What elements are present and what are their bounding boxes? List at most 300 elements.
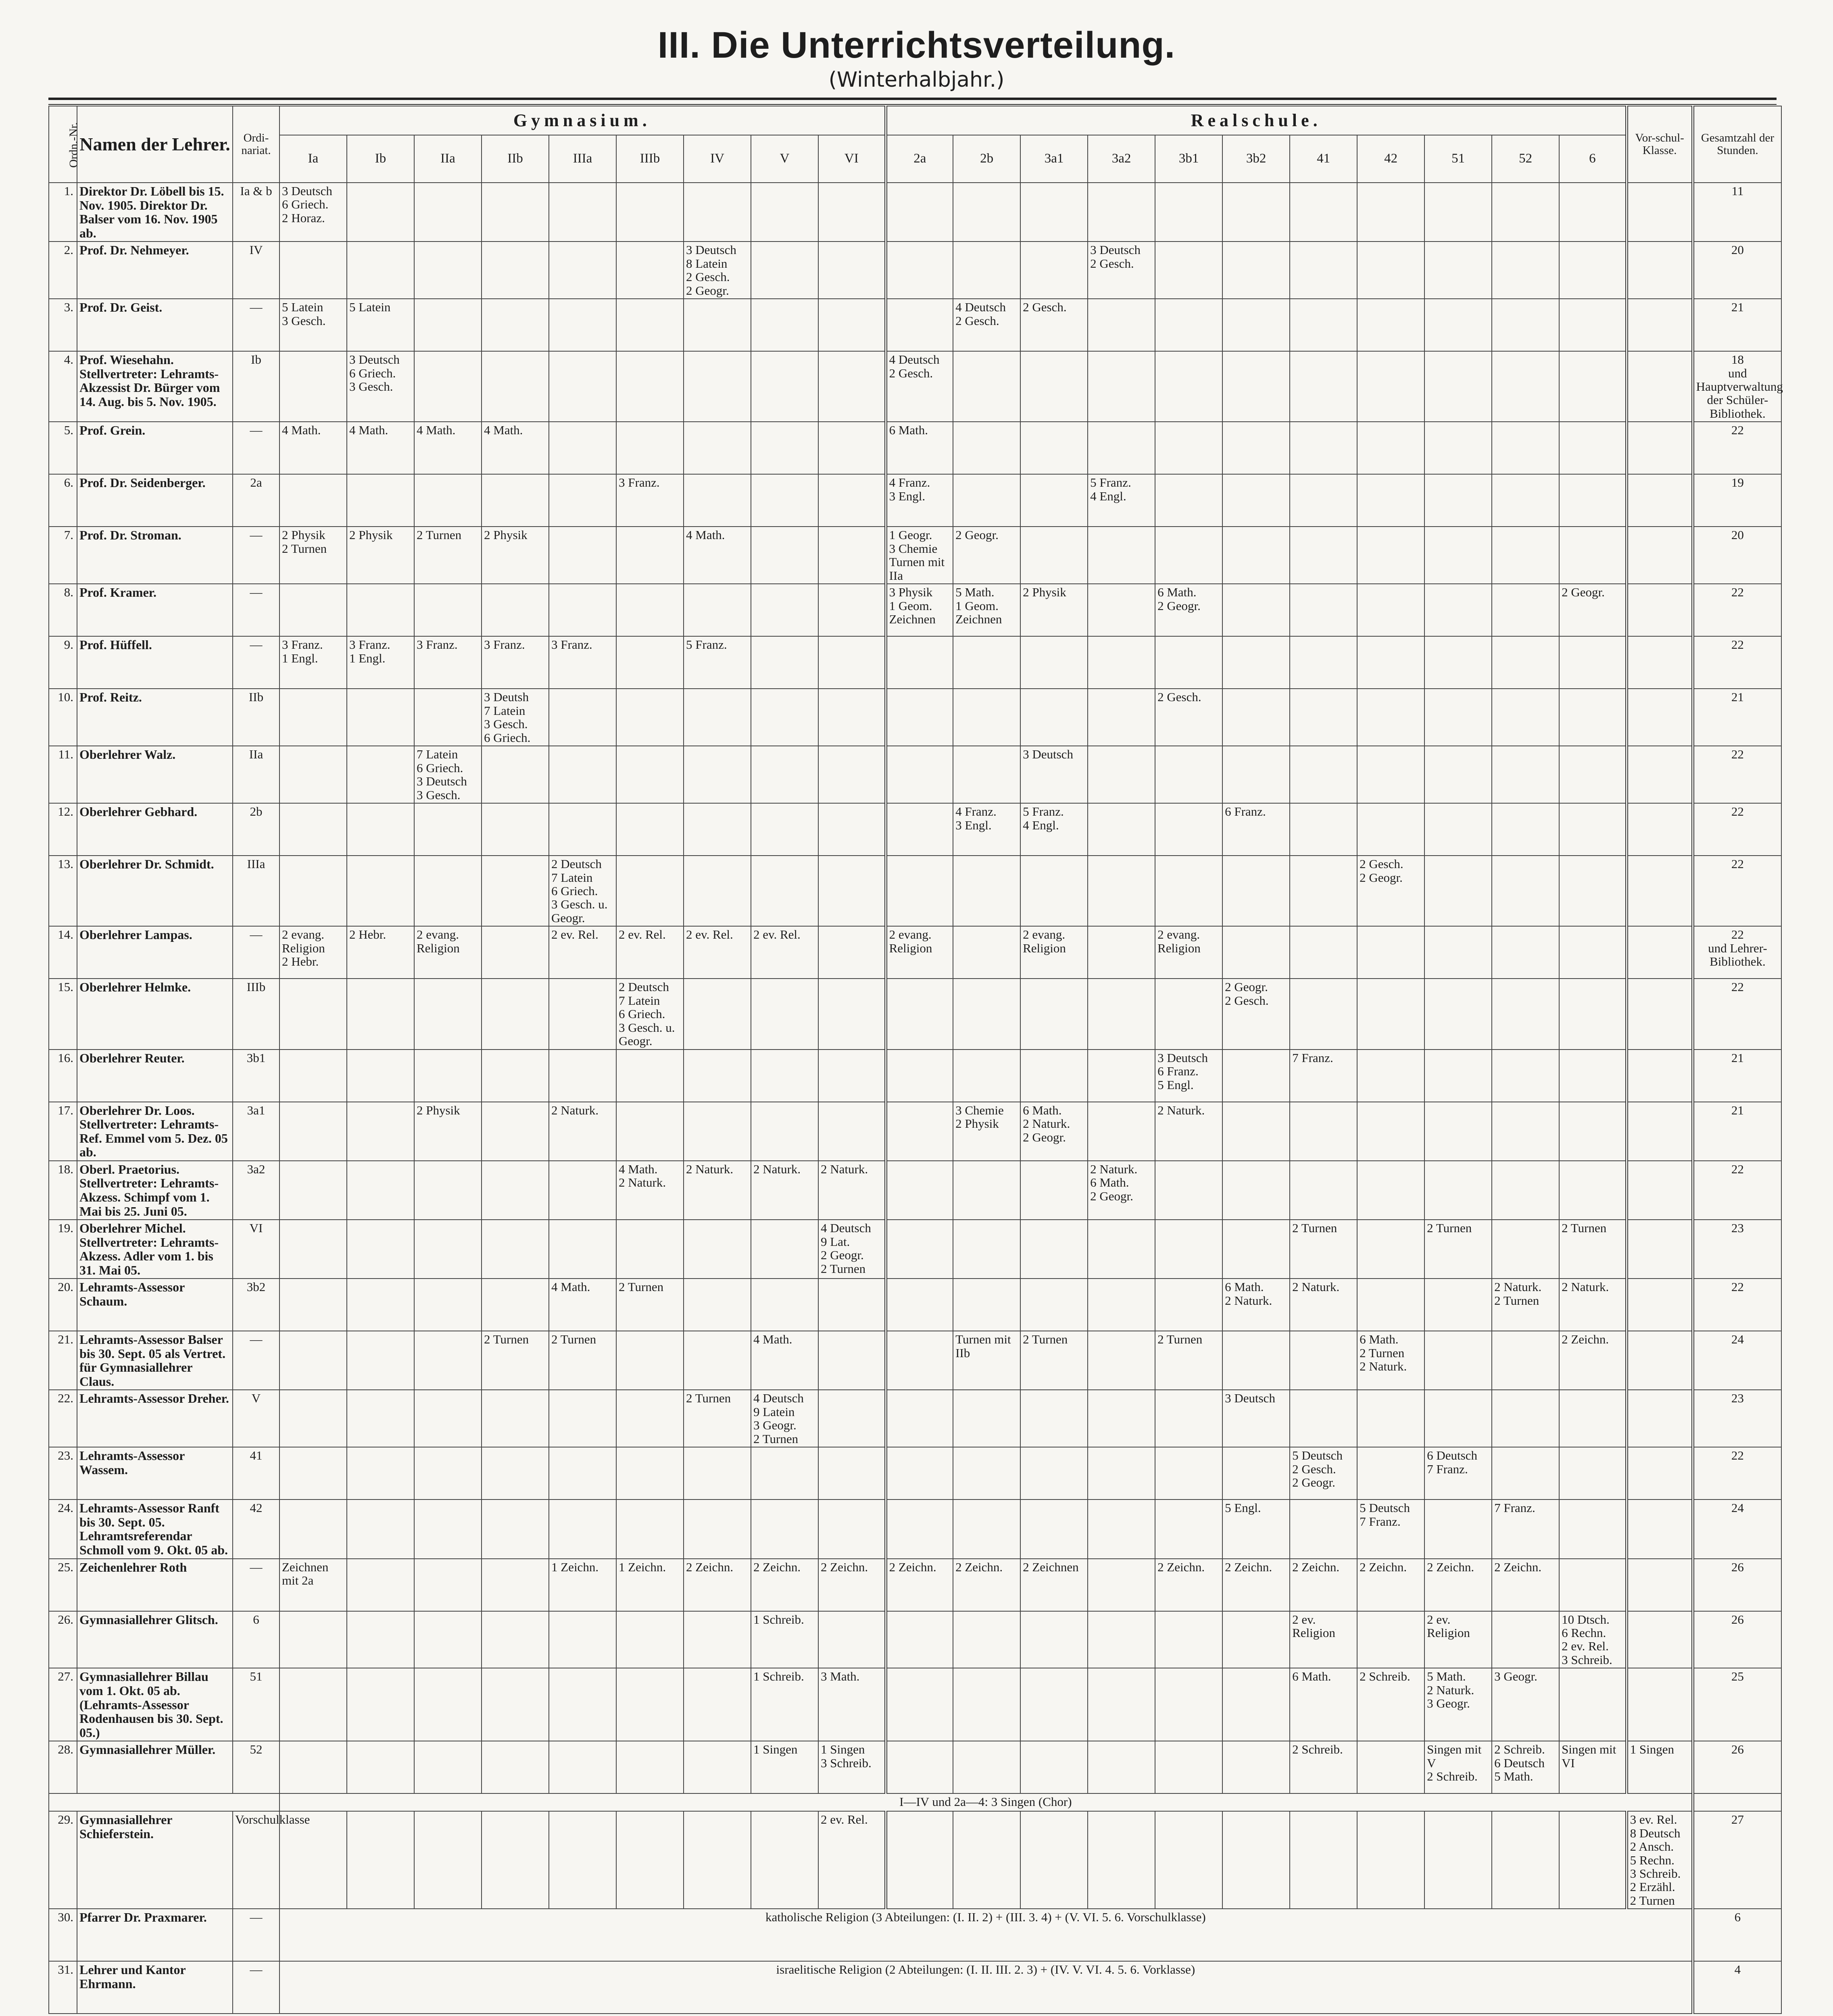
teacher-name: Prof. Hüffell.	[77, 636, 233, 689]
subject-cell	[1357, 979, 1424, 1049]
subject-cell	[279, 474, 347, 527]
subject-cell	[953, 1390, 1020, 1447]
subject-cell	[482, 746, 549, 803]
subject-cell	[1559, 527, 1627, 584]
subject-cell	[1290, 746, 1357, 803]
subject-cell	[1155, 527, 1222, 584]
subject-cell	[1627, 636, 1693, 689]
subject-cell	[1290, 1331, 1357, 1390]
subject-cell	[1492, 1220, 1559, 1279]
table-row	[49, 422, 1781, 474]
subject-cell	[684, 1741, 751, 1793]
subject-cell	[549, 746, 616, 803]
table-row	[49, 1102, 1781, 1161]
total-hours: 22	[1693, 979, 1781, 1049]
subject-cell: 2 evang. Religion	[1020, 926, 1088, 979]
subject-cell	[549, 1447, 616, 1500]
subject-cell	[684, 1500, 751, 1558]
subject-cell	[1424, 584, 1492, 636]
subject-cell	[279, 1279, 347, 1331]
subject-cell: 2 Turnen	[684, 1390, 751, 1447]
subject-cell	[1088, 584, 1155, 636]
total-hours: 22	[1693, 1279, 1781, 1331]
teacher-name: Oberlehrer Gebhard.	[77, 803, 233, 856]
total-hours: 22	[1693, 636, 1781, 689]
ordinariat-cell: Vorschulklasse	[233, 1811, 279, 1909]
subject-cell	[414, 1741, 482, 1793]
subject-cell	[347, 856, 414, 926]
subject-cell: 2 Gesch. 2 Geogr.	[1357, 856, 1424, 926]
total-hours: 27	[1693, 1811, 1781, 1909]
subject-cell	[1492, 1050, 1559, 1102]
subject-cell	[751, 636, 818, 689]
subject-cell	[818, 1447, 886, 1500]
subject-cell: 3 ev. Rel. 8 Deutsch 2 Ansch. 5 Rechn. 3 Schreib. 2 Erzähl. 2 Turnen	[1627, 1811, 1693, 1909]
subject-cell: 5 Math. 2 Naturk. 3 Geogr.	[1424, 1668, 1492, 1741]
subject-cell	[1424, 856, 1492, 926]
subject-cell	[616, 1741, 684, 1793]
ordinariat-cell: 2b	[233, 803, 279, 856]
total-hours: 24	[1693, 1500, 1781, 1558]
subject-cell	[1627, 422, 1693, 474]
subject-cell	[616, 527, 684, 584]
subject-cell	[1222, 1102, 1290, 1161]
teacher-name: Lehramts-Assessor Balser bis 30. Sept. 05 als Vertret. für Gymnasiallehrer Claus.	[77, 1331, 233, 1390]
row-number: 31.	[49, 1961, 77, 2014]
teacher-name: Lehramts-Assessor Schaum.	[77, 1279, 233, 1331]
subject-cell: 6 Math. 2 Turnen 2 Naturk.	[1357, 1331, 1424, 1390]
subject-cell: 2 Physik	[1020, 584, 1088, 636]
ordinariat-cell: Ib	[233, 351, 279, 422]
subject-cell	[684, 1102, 751, 1161]
subject-cell	[549, 1390, 616, 1447]
subject-cell	[1424, 422, 1492, 474]
table-row	[49, 1161, 1781, 1220]
total-hours: 23	[1693, 1390, 1781, 1447]
subject-cell	[1627, 979, 1693, 1049]
subject-cell	[414, 299, 482, 351]
subject-cell	[953, 242, 1020, 299]
teacher-name: Oberlehrer Michel. Stellvertreter: Lehramts-Akzess. Adler vom 1. bis 31. Mai 05.	[77, 1220, 233, 1279]
ordinariat-cell: V	[233, 1390, 279, 1447]
subject-cell: 3 Franz. 1 Engl.	[279, 636, 347, 689]
subject-cell	[751, 1500, 818, 1558]
subject-cell	[1020, 1161, 1088, 1220]
teacher-name: Direktor Dr. Löbell bis 15. Nov. 1905. Direktor Dr. Balser vom 16. Nov. 1905 ab.	[77, 183, 233, 242]
subject-cell	[1088, 1611, 1155, 1668]
subject-cell: 6 Franz.	[1222, 803, 1290, 856]
subject-cell: 2 Zeichn.	[1492, 1559, 1559, 1611]
subject-cell: 2 Naturk.	[751, 1161, 818, 1220]
subject-cell: 1 Singen	[751, 1741, 818, 1793]
subject-cell	[279, 1161, 347, 1220]
subject-cell	[818, 926, 886, 979]
subject-cell: 3 Deutsch 6 Griech. 3 Gesch.	[347, 351, 414, 422]
subject-cell: 2 evang. Religion 2 Hebr.	[279, 926, 347, 979]
subject-cell	[953, 422, 1020, 474]
subject-cell	[1424, 527, 1492, 584]
subject-cell	[414, 584, 482, 636]
subject-cell	[818, 299, 886, 351]
table-row	[49, 1811, 1781, 1909]
row-number: 29.	[49, 1811, 77, 1909]
subject-cell	[482, 1161, 549, 1220]
subject-cell	[1559, 183, 1627, 242]
subject-cell: 2 Zeichn.	[684, 1559, 751, 1611]
subject-cell: 5 Latein 3 Gesch.	[279, 299, 347, 351]
table-row	[49, 746, 1781, 803]
subject-cell	[1492, 1447, 1559, 1500]
subject-cell	[1424, 636, 1492, 689]
subject-cell	[549, 527, 616, 584]
subject-cell	[1357, 527, 1424, 584]
subject-cell	[1357, 926, 1424, 979]
subject-cell	[684, 803, 751, 856]
subject-cell	[414, 1668, 482, 1741]
table-row	[49, 926, 1781, 979]
col-header-gym-class: VI	[818, 135, 886, 183]
subject-cell: 1 Schreib.	[751, 1668, 818, 1741]
subject-cell	[886, 1390, 953, 1447]
table-row	[49, 183, 1781, 242]
subject-cell	[279, 1331, 347, 1390]
subject-cell	[1424, 689, 1492, 746]
subject-cell: 4 Math. 2 Naturk.	[616, 1161, 684, 1220]
subject-cell	[1357, 636, 1424, 689]
subject-cell	[684, 1611, 751, 1668]
row-number: 25.	[49, 1559, 77, 1611]
subject-cell	[1627, 242, 1693, 299]
subject-cell	[1155, 422, 1222, 474]
col-header-gym-class: IIb	[482, 135, 549, 183]
subject-cell	[1627, 1279, 1693, 1331]
total-hours: 26	[1693, 1741, 1781, 1793]
subject-cell	[347, 1447, 414, 1500]
header-rule	[48, 98, 1777, 105]
subject-cell	[482, 856, 549, 926]
subject-cell: 6 Math. 2 Naturk.	[1222, 1279, 1290, 1331]
subject-cell	[1492, 1811, 1559, 1909]
row-number: 7.	[49, 527, 77, 584]
subject-cell	[1290, 636, 1357, 689]
subject-cell	[818, 636, 886, 689]
subject-cell	[1155, 1811, 1222, 1909]
subject-cell	[1492, 979, 1559, 1049]
subject-cell	[347, 1559, 414, 1611]
subject-cell: 4 Franz. 3 Engl.	[953, 803, 1020, 856]
subject-cell	[1290, 527, 1357, 584]
section-gymnasium: Gymnasium.	[279, 106, 886, 135]
subject-cell	[751, 527, 818, 584]
subject-cell	[1290, 584, 1357, 636]
subject-cell	[482, 803, 549, 856]
subject-cell	[886, 689, 953, 746]
subject-cell	[684, 584, 751, 636]
subject-cell	[1357, 422, 1424, 474]
row-number: 13.	[49, 856, 77, 926]
subject-cell	[482, 1102, 549, 1161]
subject-cell	[1222, 422, 1290, 474]
subject-cell: 1 Singen	[1627, 1741, 1693, 1793]
subject-cell	[1492, 803, 1559, 856]
subject-cell	[1222, 1811, 1290, 1909]
subject-cell	[1222, 183, 1290, 242]
subject-cell	[414, 1220, 482, 1279]
subject-cell	[414, 1447, 482, 1500]
subject-cell: 3 Deutsch 8 Latein 2 Gesch. 2 Geogr.	[684, 242, 751, 299]
subject-cell	[1155, 183, 1222, 242]
subject-cell	[347, 1611, 414, 1668]
subject-cell: 2 Schreib. 6 Deutsch 5 Math.	[1492, 1741, 1559, 1793]
subject-cell	[1627, 1331, 1693, 1390]
subject-cell	[1559, 689, 1627, 746]
subject-cell	[482, 1668, 549, 1741]
ordinariat-cell: —	[233, 584, 279, 636]
subject-cell	[616, 584, 684, 636]
subject-cell	[1424, 803, 1492, 856]
teacher-name: Prof. Kramer.	[77, 584, 233, 636]
subject-cell	[1155, 1611, 1222, 1668]
subject-cell	[1020, 183, 1088, 242]
subject-cell	[616, 856, 684, 926]
subject-cell	[1627, 1102, 1693, 1161]
subject-cell	[1559, 242, 1627, 299]
subject-cell	[616, 1331, 684, 1390]
subject-cell	[886, 1220, 953, 1279]
subject-cell	[1424, 1279, 1492, 1331]
teacher-name: Zeichenlehrer Roth	[77, 1559, 233, 1611]
subject-cell	[1222, 1331, 1290, 1390]
subject-cell	[684, 422, 751, 474]
ordinariat-cell: 3b2	[233, 1279, 279, 1331]
total-hours: 25	[1693, 1668, 1781, 1741]
subject-cell	[414, 1390, 482, 1447]
teacher-name: Prof. Grein.	[77, 422, 233, 474]
total-hours: 22	[1693, 803, 1781, 856]
subject-cell	[1155, 351, 1222, 422]
ordinariat-cell: 3a2	[233, 1161, 279, 1220]
subject-cell	[1088, 1102, 1155, 1161]
subject-cell	[751, 1102, 818, 1161]
subject-cell	[684, 1811, 751, 1909]
subject-cell	[1020, 636, 1088, 689]
col-header-real-class: 41	[1290, 135, 1357, 183]
subject-cell	[818, 856, 886, 926]
col-header-gym-class: IIIb	[616, 135, 684, 183]
subject-cell	[549, 1050, 616, 1102]
subject-cell	[482, 979, 549, 1049]
subject-cell	[1020, 1220, 1088, 1279]
subject-cell	[1088, 636, 1155, 689]
subject-cell: 2 Physik	[414, 1102, 482, 1161]
subject-cell	[482, 1811, 549, 1909]
subject-cell	[549, 474, 616, 527]
subject-cell	[684, 979, 751, 1049]
total-hours: 20	[1693, 527, 1781, 584]
subject-cell	[347, 1279, 414, 1331]
subject-cell	[616, 1611, 684, 1668]
total-hours: 22	[1693, 1161, 1781, 1220]
subject-cell	[616, 1811, 684, 1909]
subject-cell	[414, 1811, 482, 1909]
subject-cell: 2 Zeichn.	[1155, 1559, 1222, 1611]
total-hours: 21	[1693, 1102, 1781, 1161]
subject-cell	[279, 1500, 347, 1558]
subject-cell: 3 Chemie 2 Physik	[953, 1102, 1020, 1161]
ordinariat-cell: 3a1	[233, 1102, 279, 1161]
subject-cell: 2 ev. Rel.	[684, 926, 751, 979]
subject-cell	[1492, 856, 1559, 926]
row-number: 5.	[49, 422, 77, 474]
subject-cell	[751, 1811, 818, 1909]
subject-cell: 2 Geogr. 2 Gesch.	[1222, 979, 1290, 1049]
subject-cell	[347, 803, 414, 856]
subject-cell	[1492, 183, 1559, 242]
subject-cell	[886, 1741, 953, 1793]
table-row	[49, 1500, 1781, 1558]
table-row	[49, 689, 1781, 746]
subject-cell	[751, 1279, 818, 1331]
subject-cell	[1155, 979, 1222, 1049]
subject-cell	[1559, 474, 1627, 527]
subject-cell: 6 Math.	[886, 422, 953, 474]
subject-cell	[1020, 1668, 1088, 1741]
subject-cell	[1088, 689, 1155, 746]
note-spacer	[1693, 1793, 1781, 1811]
total-hours: 26	[1693, 1611, 1781, 1668]
ordinariat-cell: —	[233, 1961, 279, 2014]
subject-cell	[1088, 351, 1155, 422]
subject-cell	[279, 803, 347, 856]
subject-cell: 2 evang. Religion	[1155, 926, 1222, 979]
subject-cell: 3 Math.	[818, 1668, 886, 1741]
subject-cell	[1357, 1611, 1424, 1668]
ordinariat-cell: 6	[233, 1611, 279, 1668]
subject-cell	[1424, 242, 1492, 299]
subject-cell	[1559, 926, 1627, 979]
subject-cell	[818, 351, 886, 422]
subject-cell	[1627, 1668, 1693, 1741]
subject-cell	[1155, 1279, 1222, 1331]
subject-cell	[549, 1500, 616, 1558]
col-header-real-class: 2b	[953, 135, 1020, 183]
subject-cell	[818, 1500, 886, 1558]
subject-cell: 4 Math.	[549, 1279, 616, 1331]
subject-cell	[1492, 584, 1559, 636]
teacher-name: Gymnasiallehrer Billau vom 1. Okt. 05 ab. (Lehramts-Assessor Rodenhausen bis 30. Sept. 05.)	[77, 1668, 233, 1741]
subject-cell	[953, 746, 1020, 803]
subject-cell	[1290, 803, 1357, 856]
subject-cell	[818, 803, 886, 856]
subject-cell: Singen mit VI	[1559, 1741, 1627, 1793]
subject-cell	[818, 1390, 886, 1447]
subject-cell	[684, 1447, 751, 1500]
subject-cell	[549, 299, 616, 351]
teacher-name: Lehramts-Assessor Dreher.	[77, 1390, 233, 1447]
subject-cell	[684, 856, 751, 926]
subject-cell	[549, 1668, 616, 1741]
ordinariat-cell: —	[233, 1331, 279, 1390]
subject-cell	[1424, 1161, 1492, 1220]
subject-cell	[616, 1050, 684, 1102]
ordinariat-cell: 3b1	[233, 1050, 279, 1102]
subject-cell	[886, 1050, 953, 1102]
subject-cell	[1020, 1611, 1088, 1668]
subject-cell	[1290, 351, 1357, 422]
subject-cell: 5 Deutsch 7 Franz.	[1357, 1500, 1424, 1558]
subject-cell: 3 Franz. 1 Engl.	[347, 636, 414, 689]
subject-cell	[818, 183, 886, 242]
ordinariat-cell: 41	[233, 1447, 279, 1500]
subject-cell	[1155, 803, 1222, 856]
subject-cell	[1020, 422, 1088, 474]
subject-cell	[953, 183, 1020, 242]
subject-cell	[347, 979, 414, 1049]
subject-cell	[482, 1220, 549, 1279]
subject-cell	[1290, 1161, 1357, 1220]
subject-cell	[1492, 1331, 1559, 1390]
ordinariat-cell: —	[233, 299, 279, 351]
subject-cell: 1 Zeichn.	[549, 1559, 616, 1611]
subject-cell	[616, 746, 684, 803]
subject-cell	[414, 1161, 482, 1220]
subject-cell	[616, 1220, 684, 1279]
subject-cell	[1357, 1811, 1424, 1909]
col-header-gym-class: Ia	[279, 135, 347, 183]
subject-cell	[1627, 474, 1693, 527]
table-row	[49, 1331, 1781, 1390]
subject-cell: 3 Franz.	[482, 636, 549, 689]
subject-cell	[1290, 474, 1357, 527]
subject-cell: 2 Deutsch 7 Latein 6 Griech. 3 Gesch. u. Geogr.	[549, 856, 616, 926]
subject-cell: 2 Naturk.	[1559, 1279, 1627, 1331]
subject-cell	[684, 1331, 751, 1390]
subject-cell	[1088, 1500, 1155, 1558]
subject-cell	[1290, 1102, 1357, 1161]
col-header-real-class: 2a	[886, 135, 953, 183]
subject-cell	[886, 1611, 953, 1668]
teacher-name: Oberlehrer Helmke.	[77, 979, 233, 1049]
subject-cell	[1290, 1500, 1357, 1558]
ordinariat-cell: —	[233, 422, 279, 474]
subject-cell	[684, 299, 751, 351]
col-header-names: Namen der Lehrer.	[77, 106, 233, 183]
subject-cell	[616, 1500, 684, 1558]
col-header-gym-class: IIIa	[549, 135, 616, 183]
subject-cell	[1627, 689, 1693, 746]
subject-cell	[818, 979, 886, 1049]
total-hours: 19	[1693, 474, 1781, 527]
subject-cell: 2 ev. Rel.	[616, 926, 684, 979]
subject-cell	[1357, 474, 1424, 527]
total-hours: 24	[1693, 1331, 1781, 1390]
subject-cell	[886, 979, 953, 1049]
subject-cell	[751, 351, 818, 422]
subject-cell	[482, 242, 549, 299]
subject-cell	[1222, 746, 1290, 803]
table-row	[49, 474, 1781, 527]
subject-cell	[1627, 926, 1693, 979]
subject-cell: 2 Turnen	[414, 527, 482, 584]
subject-cell: 2 Naturk.	[1290, 1279, 1357, 1331]
subject-cell: 1 Schreib.	[751, 1611, 818, 1668]
subject-cell	[886, 183, 953, 242]
subject-cell	[1290, 299, 1357, 351]
total-hours: 22	[1693, 422, 1781, 474]
subject-cell: 2 Physik 2 Turnen	[279, 527, 347, 584]
subject-cell: 2 Turnen	[1020, 1331, 1088, 1390]
subject-cell	[1357, 1050, 1424, 1102]
